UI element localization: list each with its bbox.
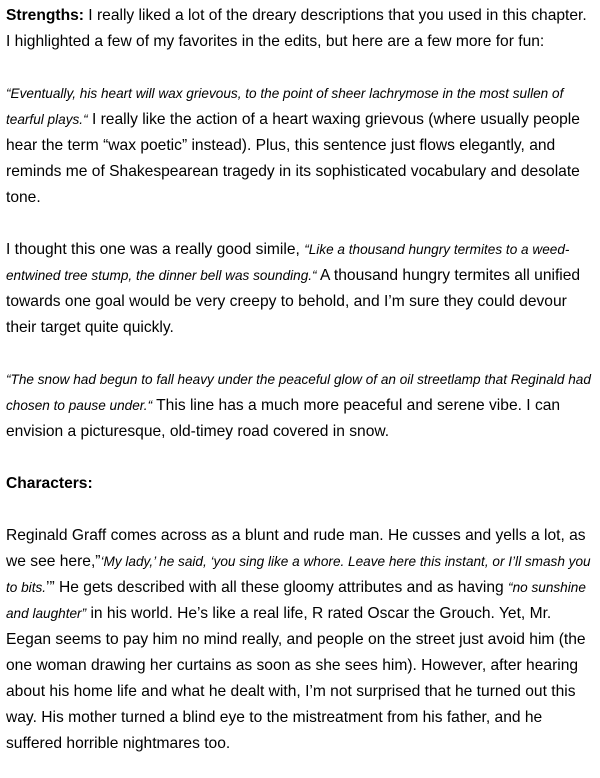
- example-quote: “The snow had begun to fall heavy under the peaceful glow of an oil streetlamp that Reginald had chosen to pause under.“: [6, 372, 591, 413]
- characters-heading: Characters:: [6, 475, 93, 492]
- example-quote: “Eventually, his heart will wax grievous, to the point of sheer lachrymose in the most sullen of tearful plays.“: [6, 86, 564, 127]
- strengths-intro: I really liked a lot of the dreary descriptions that you used in this chapter. I highlighted a few of my favorites in the edits, but here are a few more for fun:: [6, 7, 587, 50]
- example-paragraph: [6, 237, 593, 341]
- example-lead: I thought this one was a really good simile,: [6, 241, 305, 258]
- example-paragraph: [6, 81, 593, 211]
- characters-heading-paragraph: [6, 471, 593, 497]
- example-comment: A thousand hungry termites all unified towards one goal would be very creepy to behold, and I’m sure they could devour their target quite quickly.: [6, 267, 581, 336]
- characters-paragraph: [6, 523, 593, 757]
- example-comment: This line has a much more peaceful and serene vibe. I can envision a picturesque, old-timey road covered in snow.: [6, 397, 561, 440]
- characters-lead: Reginald Graff comes across as a blunt and rude man. He cusses and yells a lot, as we see here,”: [6, 527, 586, 570]
- example-quote: “Like a thousand hungry termites to a weed-entwined tree stump, the dinner bell was sounding.“: [6, 242, 570, 283]
- characters-rest: in his world. He’s like a real life, R rated Oscar the Grouch. Yet, Mr. Eegan seems to pay him no mind really, and people on the street just avoid him (the one woman drawing her curtains as soon as she sees him). However, after hearing about his home life and what he dealt with, I’m not surprised that he turned out this way. His mother turned a blind eye to the mistreatment from his father, and he suffered horrible nightmares too.: [6, 605, 586, 752]
- characters-mid: ’” He gets described with all these gloomy attributes and as having: [46, 579, 509, 596]
- example-comment: I really like the action of a heart waxing grievous (where usually people hear the term “wax poetic” instead). Plus, this sentence just flows elegantly, and reminds me of Shakespearean tragedy in its sophisticated vocabulary and desolate tone.: [6, 111, 580, 206]
- characters-quote-2: “no sunshine and laughter”: [6, 580, 586, 621]
- example-paragraph: [6, 367, 593, 445]
- characters-quote: ‘My lady,’ he said, ‘you sing like a whore. Leave here this instant, or I’ll smash you to bits.: [6, 554, 591, 595]
- strengths-paragraph: [6, 3, 593, 55]
- strengths-heading: Strengths:: [6, 7, 84, 24]
